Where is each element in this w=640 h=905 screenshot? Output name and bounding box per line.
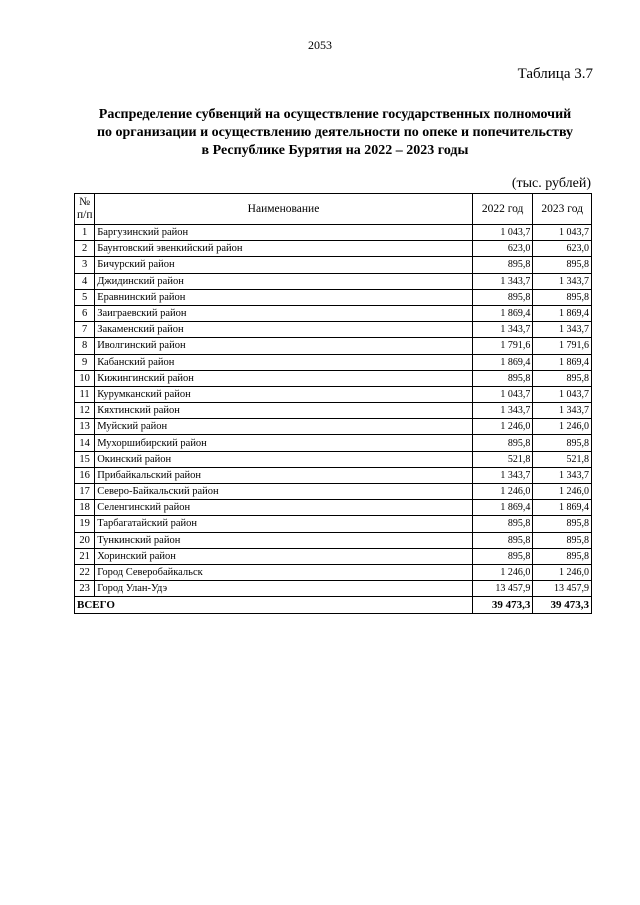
row-name: Кяхтинский район bbox=[95, 403, 473, 419]
row-number: 22 bbox=[75, 564, 95, 580]
row-number: 6 bbox=[75, 305, 95, 321]
title-line: в Республике Бурятия на 2022 – 2023 годы bbox=[201, 143, 469, 158]
row-name: Закаменский район bbox=[95, 322, 473, 338]
row-name: Тарбагатайский район bbox=[95, 516, 473, 532]
row-number: 11 bbox=[75, 386, 95, 402]
table-label: Таблица 3.7 bbox=[517, 66, 593, 82]
table-row bbox=[75, 532, 592, 548]
header-2023: 2023 год bbox=[533, 194, 592, 225]
row-value-2023: 1 246,0 bbox=[533, 419, 592, 435]
row-value-2023: 1 343,7 bbox=[533, 322, 592, 338]
document-title bbox=[60, 106, 610, 160]
row-value-2023: 623,0 bbox=[533, 241, 592, 257]
table-row bbox=[75, 273, 592, 289]
row-number: 15 bbox=[75, 451, 95, 467]
row-number: 7 bbox=[75, 322, 95, 338]
row-value-2023: 895,8 bbox=[533, 516, 592, 532]
row-value-2022: 895,8 bbox=[472, 516, 533, 532]
row-value-2023: 1 246,0 bbox=[533, 564, 592, 580]
row-name: Хоринский район bbox=[95, 548, 473, 564]
row-value-2022: 13 457,9 bbox=[472, 581, 533, 597]
row-name: Город Улан-Удэ bbox=[95, 581, 473, 597]
row-name: Заиграевский район bbox=[95, 305, 473, 321]
row-name: Северо-Байкальский район bbox=[95, 484, 473, 500]
table-row bbox=[75, 516, 592, 532]
row-value-2022: 1 043,7 bbox=[472, 386, 533, 402]
row-value-2022: 895,8 bbox=[472, 257, 533, 273]
row-name: Джидинский район bbox=[95, 273, 473, 289]
row-value-2023: 895,8 bbox=[533, 289, 592, 305]
row-value-2023: 1 246,0 bbox=[533, 484, 592, 500]
page-number: 2053 bbox=[308, 38, 332, 52]
row-number: 9 bbox=[75, 354, 95, 370]
row-name: Кижингинский район bbox=[95, 370, 473, 386]
table-row bbox=[75, 225, 592, 241]
row-value-2023: 895,8 bbox=[533, 435, 592, 451]
table-row bbox=[75, 435, 592, 451]
table-row bbox=[75, 451, 592, 467]
row-name: Иволгинский район bbox=[95, 338, 473, 354]
table-body bbox=[75, 225, 592, 614]
row-number: 21 bbox=[75, 548, 95, 564]
header-num bbox=[75, 194, 95, 225]
row-number: 12 bbox=[75, 403, 95, 419]
row-value-2023: 1 043,7 bbox=[533, 386, 592, 402]
total-label: ВСЕГО bbox=[75, 597, 473, 614]
row-value-2022: 895,8 bbox=[472, 435, 533, 451]
row-name: Еравнинский район bbox=[95, 289, 473, 305]
table-row bbox=[75, 467, 592, 483]
table-row bbox=[75, 289, 592, 305]
row-value-2022: 623,0 bbox=[472, 241, 533, 257]
row-value-2023: 1 869,4 bbox=[533, 500, 592, 516]
row-number: 10 bbox=[75, 370, 95, 386]
row-number: 8 bbox=[75, 338, 95, 354]
row-name: Баргузинский район bbox=[95, 225, 473, 241]
table-row bbox=[75, 548, 592, 564]
row-value-2023: 895,8 bbox=[533, 257, 592, 273]
table-row bbox=[75, 354, 592, 370]
row-number: 4 bbox=[75, 273, 95, 289]
row-value-2023: 1 869,4 bbox=[533, 305, 592, 321]
row-number: 5 bbox=[75, 289, 95, 305]
row-value-2022: 1 343,7 bbox=[472, 467, 533, 483]
table-header-row bbox=[75, 194, 592, 225]
row-number: 18 bbox=[75, 500, 95, 516]
table-row bbox=[75, 338, 592, 354]
row-name: Прибайкальский район bbox=[95, 467, 473, 483]
table-row bbox=[75, 484, 592, 500]
header-num-line2: п/п bbox=[77, 209, 93, 221]
subsidy-table bbox=[74, 193, 592, 614]
header-name: Наименование bbox=[95, 194, 473, 225]
table-row bbox=[75, 370, 592, 386]
row-value-2023: 1 043,7 bbox=[533, 225, 592, 241]
row-number: 14 bbox=[75, 435, 95, 451]
row-value-2022: 1 343,7 bbox=[472, 322, 533, 338]
table-row bbox=[75, 581, 592, 597]
total-2022: 39 473,3 bbox=[472, 597, 533, 614]
row-name: Бичурский район bbox=[95, 257, 473, 273]
row-value-2023: 1 869,4 bbox=[533, 354, 592, 370]
row-value-2023: 895,8 bbox=[533, 548, 592, 564]
table-row bbox=[75, 500, 592, 516]
row-value-2022: 895,8 bbox=[472, 370, 533, 386]
row-name: Муйский район bbox=[95, 419, 473, 435]
header-2022: 2022 год bbox=[472, 194, 533, 225]
row-value-2023: 1 343,7 bbox=[533, 467, 592, 483]
row-name: Мухоршибирский район bbox=[95, 435, 473, 451]
row-value-2022: 1 869,4 bbox=[472, 354, 533, 370]
row-value-2022: 1 791,6 bbox=[472, 338, 533, 354]
row-number: 19 bbox=[75, 516, 95, 532]
row-value-2023: 1 343,7 bbox=[533, 403, 592, 419]
table-row bbox=[75, 386, 592, 402]
table-row bbox=[75, 305, 592, 321]
row-name: Курумканский район bbox=[95, 386, 473, 402]
header-num-line1: № bbox=[79, 196, 91, 208]
row-value-2022: 521,8 bbox=[472, 451, 533, 467]
row-number: 23 bbox=[75, 581, 95, 597]
row-value-2023: 1 343,7 bbox=[533, 273, 592, 289]
row-number: 20 bbox=[75, 532, 95, 548]
row-name: Тункинский район bbox=[95, 532, 473, 548]
row-value-2022: 1 246,0 bbox=[472, 564, 533, 580]
row-value-2022: 1 246,0 bbox=[472, 419, 533, 435]
row-name: Город Северобайкальск bbox=[95, 564, 473, 580]
row-name: Окинский район bbox=[95, 451, 473, 467]
row-value-2023: 521,8 bbox=[533, 451, 592, 467]
row-name: Кабанский район bbox=[95, 354, 473, 370]
table-row bbox=[75, 322, 592, 338]
row-name: Селенгинский район bbox=[95, 500, 473, 516]
units-label: (тыс. рублей) bbox=[511, 176, 591, 191]
title-line: Распределение субвенций на осуществление государственных полномочий bbox=[98, 107, 572, 122]
table-row bbox=[75, 564, 592, 580]
table-row bbox=[75, 403, 592, 419]
table-row bbox=[75, 419, 592, 435]
table-row bbox=[75, 241, 592, 257]
row-number: 13 bbox=[75, 419, 95, 435]
row-number: 3 bbox=[75, 257, 95, 273]
total-2023: 39 473,3 bbox=[533, 597, 592, 614]
row-value-2022: 1 343,7 bbox=[472, 403, 533, 419]
row-value-2022: 1 343,7 bbox=[472, 273, 533, 289]
table-row bbox=[75, 257, 592, 273]
row-value-2022: 1 043,7 bbox=[472, 225, 533, 241]
row-name: Баунтовский эвенкийский район bbox=[95, 241, 473, 257]
row-number: 1 bbox=[75, 225, 95, 241]
row-value-2022: 895,8 bbox=[472, 289, 533, 305]
row-value-2022: 1 869,4 bbox=[472, 500, 533, 516]
row-value-2023: 895,8 bbox=[533, 532, 592, 548]
row-value-2022: 895,8 bbox=[472, 548, 533, 564]
total-row bbox=[75, 597, 592, 614]
row-number: 2 bbox=[75, 241, 95, 257]
row-value-2023: 1 791,6 bbox=[533, 338, 592, 354]
row-value-2022: 1 869,4 bbox=[472, 305, 533, 321]
row-value-2022: 1 246,0 bbox=[472, 484, 533, 500]
row-number: 16 bbox=[75, 467, 95, 483]
title-line: по организации и осуществлению деятельности по опеке и попечительству bbox=[96, 125, 574, 140]
row-value-2022: 895,8 bbox=[472, 532, 533, 548]
row-number: 17 bbox=[75, 484, 95, 500]
row-value-2023: 13 457,9 bbox=[533, 581, 592, 597]
row-value-2023: 895,8 bbox=[533, 370, 592, 386]
